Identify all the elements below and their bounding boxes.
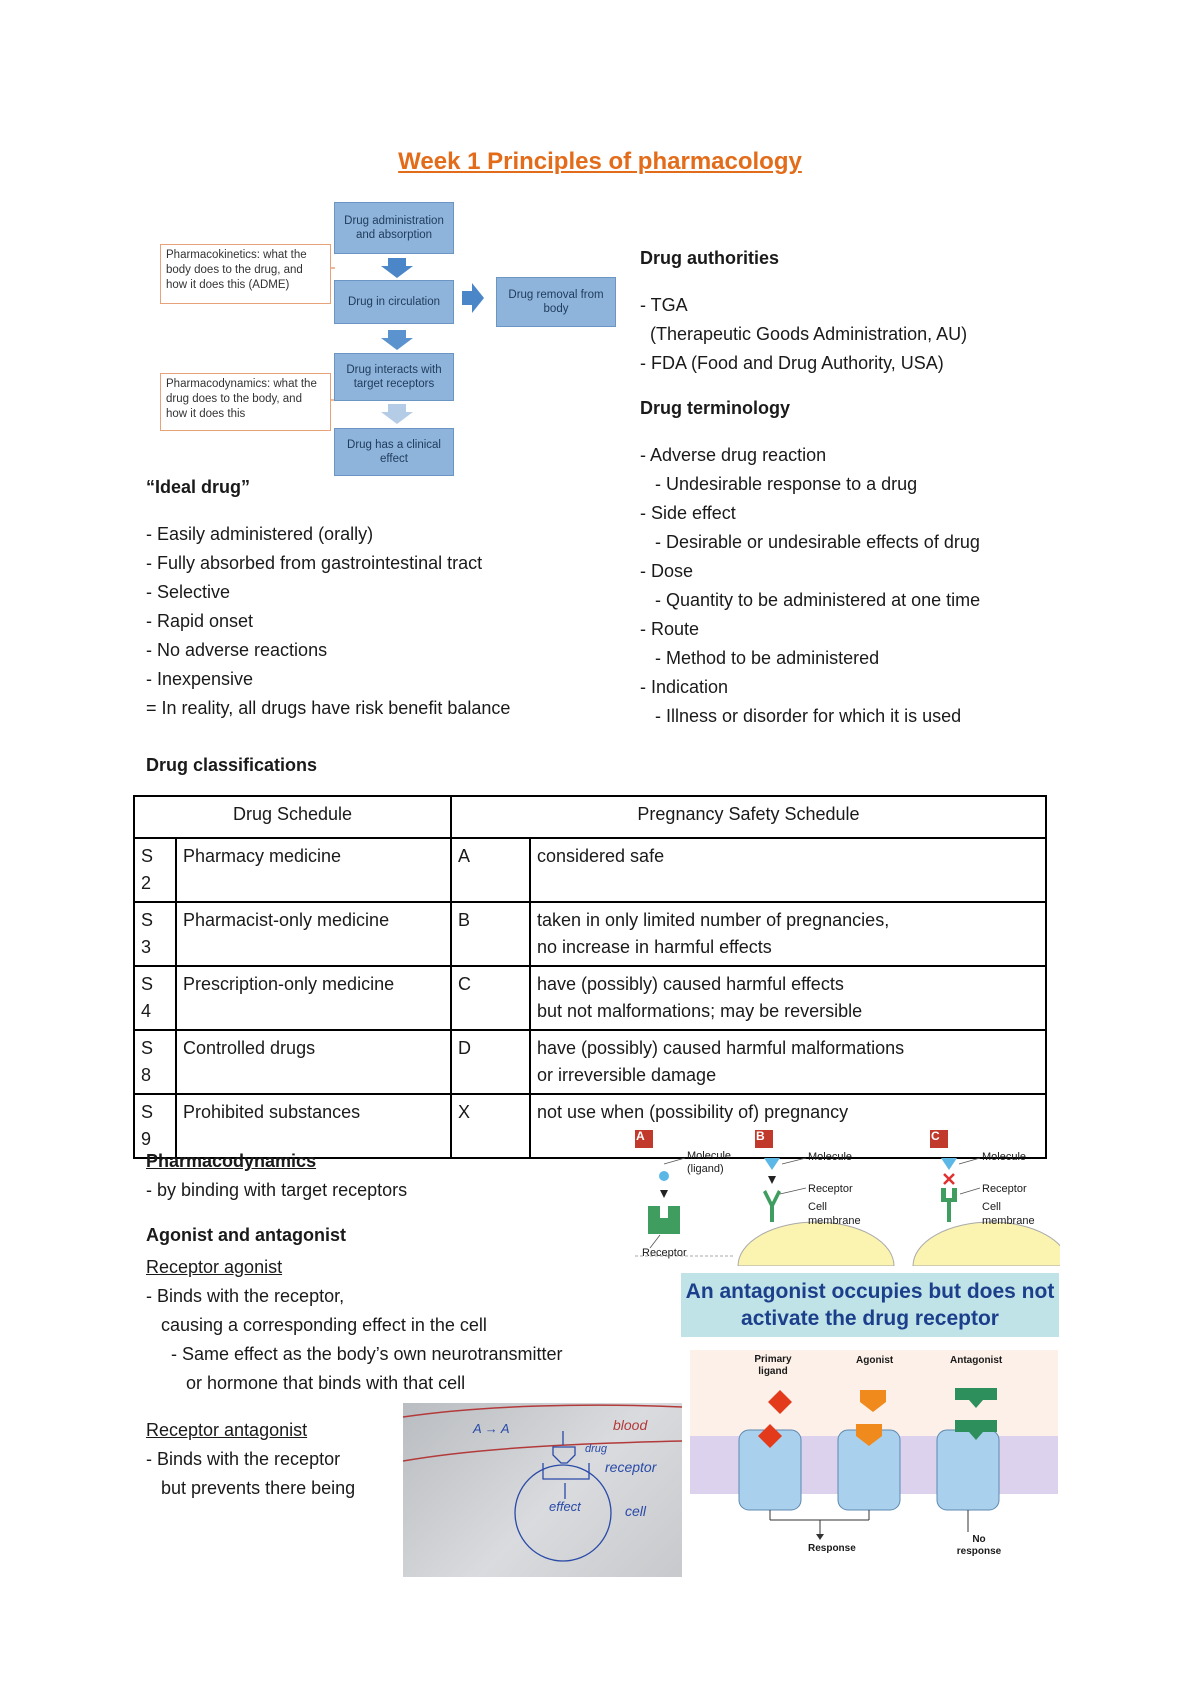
authorities-list: [640, 291, 967, 378]
label-membrane: membrane: [808, 1215, 861, 1227]
schedule-name: Prescription-only medicine: [176, 966, 451, 1030]
list-item: causing a corresponding effect in the cell: [146, 1315, 487, 1335]
antagonist-diagram: [690, 1350, 1058, 1560]
list-item: = In reality, all drugs have risk benefit balance: [146, 698, 511, 718]
classifications-heading: Drug classifications: [146, 755, 318, 775]
list-item: but prevents there being: [146, 1478, 356, 1498]
list-item: - Easily administered (orally): [146, 524, 374, 544]
response-label: Response: [808, 1543, 856, 1554]
antagonist-label: Antagonist: [950, 1355, 1003, 1366]
list-item: - Desirable or undesirable effects of drug: [640, 532, 980, 552]
schedule-code: S 4: [134, 966, 176, 1030]
flow-box-effect: Drug has a clinical effect: [334, 428, 454, 476]
arrow-down-icon: [381, 404, 413, 424]
list-item: - Binds with the receptor,: [146, 1286, 345, 1306]
list-item: - Same effect as the body’s own neurotransmitter: [146, 1344, 563, 1364]
table-header-row: [134, 796, 1046, 838]
handwritten-text: drug: [585, 1443, 608, 1455]
schedule-name: Pharmacist-only medicine: [176, 902, 451, 966]
authorities-heading: Drug authorities: [640, 248, 780, 268]
primary-ligand-label: Primary ligand: [754, 1354, 792, 1377]
flow-box-removal: Drug removal from body: [496, 277, 616, 327]
pregnancy-description: have (possibly) caused harmful effects but not malformations; may be reversible: [530, 966, 1046, 1030]
antagonist-banner: [681, 1273, 1059, 1337]
banner-line: An antagonist occupies but does not: [685, 1280, 1055, 1303]
receptor-agonist-subheading: Receptor agonist: [146, 1257, 283, 1277]
figure-label-c: C: [931, 1129, 940, 1143]
label-membrane: membrane: [982, 1215, 1035, 1227]
pharmacodynamics-line: - by binding with target receptors: [146, 1180, 408, 1200]
pregnancy-category: A: [451, 838, 530, 902]
schedule-name: Pharmacy medicine: [176, 838, 451, 902]
label-receptor: Receptor: [982, 1183, 1027, 1195]
label-receptor: Receptor: [808, 1183, 853, 1195]
schedule-code: S 9: [134, 1094, 176, 1158]
label-molecule: Molecule: [687, 1150, 732, 1162]
list-item: - FDA (Food and Drug Authority, USA): [640, 353, 944, 373]
table-row: [134, 902, 1046, 966]
pregnancy-category: X: [451, 1094, 530, 1158]
flow-box-receptors: Drug interacts with target receptors: [334, 353, 454, 401]
terminology-list: [640, 441, 980, 731]
label-cell: Cell: [982, 1201, 1001, 1213]
list-item: - Selective: [146, 582, 231, 602]
list-item: - No adverse reactions: [146, 640, 328, 660]
pregnancy-category: B: [451, 902, 530, 966]
label-molecule: Molecule: [982, 1151, 1027, 1163]
schedule-code: S 8: [134, 1030, 176, 1094]
list-item: - Fully absorbed from gastrointestinal tract: [146, 553, 483, 573]
pharmacokinetics-note: Pharmacokinetics: what the body does to the drug, and how it does this (ADME): [160, 244, 331, 304]
handwritten-diagram-photo: [403, 1403, 682, 1577]
handwritten-text: receptor: [605, 1459, 657, 1475]
list-item: - Inexpensive: [146, 669, 254, 689]
handwritten-text: cell: [625, 1503, 647, 1519]
list-item: - Adverse drug reaction: [640, 445, 827, 465]
list-item: - Indication: [640, 677, 729, 697]
flow-box-administration: Drug administration and absorption: [334, 202, 454, 254]
receptor-antagonist-subheading: Receptor antagonist: [146, 1420, 308, 1440]
pregnancy-description: not use when (possibility of) pregnancy: [530, 1094, 1046, 1158]
pregnancy-description: considered safe: [530, 838, 1046, 902]
agonist-label: Agonist: [856, 1355, 894, 1366]
list-item: - Rapid onset: [146, 611, 254, 631]
table-row: [134, 1030, 1046, 1094]
list-item: - Method to be administered: [640, 648, 880, 668]
handwritten-text: blood: [613, 1417, 648, 1433]
arrow-down-icon: [381, 258, 413, 278]
list-item: - Quantity to be administered at one time: [640, 590, 981, 610]
list-item: - Route: [640, 619, 700, 639]
list-item: - Binds with the receptor: [146, 1449, 341, 1469]
table-row: [134, 838, 1046, 902]
ideal-drug-heading: “Ideal drug”: [146, 477, 251, 497]
pharmacodynamics-note: Pharmacodynamics: what the drug does to the body, and how it does this: [160, 373, 331, 431]
figure-label-a: A: [636, 1129, 645, 1143]
label-cell: Cell: [808, 1201, 827, 1213]
list-item: - TGA: [640, 295, 688, 315]
pregnancy-description: taken in only limited number of pregnancies, no increase in harmful effects: [530, 902, 1046, 966]
list-item: - Dose: [640, 561, 694, 581]
antagonist-list: [146, 1445, 355, 1503]
schedule-code: S 3: [134, 902, 176, 966]
page-title: Week 1 Principles of pharmacology: [398, 148, 802, 175]
pregnancy-category: C: [451, 966, 530, 1030]
schedule-code: S 2: [134, 838, 176, 902]
pharmacodynamics-heading: Pharmacodynamics: [146, 1151, 317, 1171]
classification-table: [133, 795, 1047, 1159]
handwritten-text: effect: [549, 1499, 581, 1514]
table-header-pregnancy-schedule: Pregnancy Safety Schedule: [451, 796, 1046, 838]
pregnancy-category: D: [451, 1030, 530, 1094]
flow-box-circulation: Drug in circulation: [334, 280, 454, 324]
agonist-list: [146, 1282, 563, 1398]
arrow-right-icon: [462, 283, 484, 313]
schedule-name: Controlled drugs: [176, 1030, 451, 1094]
list-item: - Undesirable response to a drug: [640, 474, 918, 494]
label-receptor: Receptor: [642, 1247, 687, 1259]
label-ligand: (ligand): [687, 1163, 724, 1175]
list-item: - Side effect: [640, 503, 736, 523]
label-molecule: Molecule: [808, 1151, 853, 1163]
list-item: - Illness or disorder for which it is used: [640, 706, 962, 726]
list-item: or hormone that binds with that cell: [146, 1373, 466, 1393]
figure-label-b: B: [756, 1129, 765, 1143]
agonist-heading: Agonist and antagonist: [146, 1225, 346, 1245]
ideal-drug-list: [146, 520, 510, 723]
banner-line: activate the drug receptor: [741, 1307, 999, 1330]
no-response-label: No response: [956, 1534, 1002, 1557]
schedule-name: Prohibited substances: [176, 1094, 451, 1158]
list-item: (Therapeutic Goods Administration, AU): [640, 324, 968, 344]
terminology-heading: Drug terminology: [640, 398, 791, 418]
arrow-down-icon: [381, 330, 413, 350]
table-header-drug-schedule: Drug Schedule: [134, 796, 451, 838]
pregnancy-description: have (possibly) caused harmful malformations or irreversible damage: [530, 1030, 1046, 1094]
table-row: [134, 966, 1046, 1030]
handwritten-text: A → A: [473, 1421, 510, 1436]
